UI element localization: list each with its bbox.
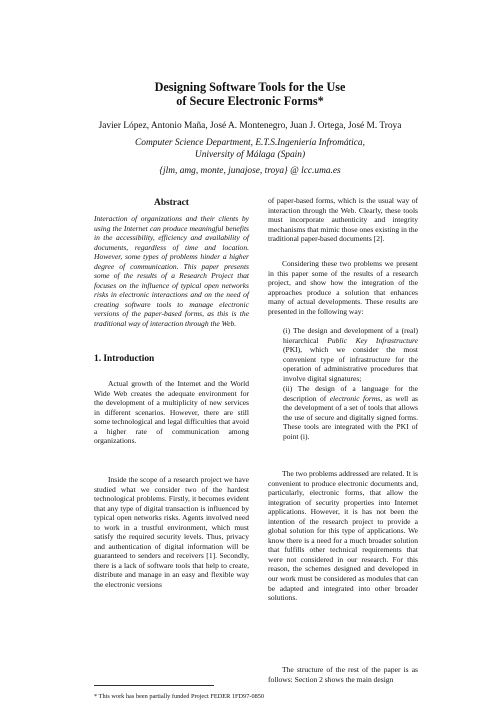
list-item: (ii) The design of a language for the description of electronic forms, as well as the development of a set of tools that allows the use of secure and digitally signed forms. These tools are integrated with the PKI of point (i). xyxy=(283,384,418,441)
intro-paragraph-1-text: Actual growth of the Internet and the World Wide Web creates the adequate environment for the development of a multiplicity of new services in different scenarios. However, there are still some technological and legal difficulties that avoid a higher rate of communication among organizations. xyxy=(94,379,249,446)
right-paragraph-2 xyxy=(268,259,418,316)
right-paragraph-1 xyxy=(268,196,418,244)
title-line-1: Designing Software Tools for the Use xyxy=(154,80,346,94)
right-paragraph-3 xyxy=(268,469,418,603)
paper-title xyxy=(0,80,500,108)
abstract-text xyxy=(94,214,249,329)
list-item: (i) The design and development of a (real) hierarchical Public Key Infrastructure (PKI), which we consider the most convenient type of infrastructure for the operation of administrative procedures that involve digital signatures; xyxy=(283,326,418,383)
emphasis-pki: Public Key Infrastructure xyxy=(327,335,418,345)
intro-paragraph-2 xyxy=(94,475,249,590)
author-list: Javier López, Antonio Maña, José A. Montenegro, Juan J. Ortega, José M. Troya xyxy=(98,121,402,131)
emphasis-electronic-forms: electronic forms xyxy=(329,393,381,403)
right-paragraph-4-text: The structure of the rest of the paper is as follows: Section 2 shows the main design xyxy=(268,665,418,684)
right-paragraph-2-text: Considering these two problems we present in this paper some of the results of a research project, and show how the integration of the approaches produce a solution that enhances many of actual developments. These results are presented in the following way: xyxy=(268,259,418,316)
abstract-heading: Abstract xyxy=(154,198,189,208)
affiliation xyxy=(0,137,500,161)
right-paragraph-3-text: The two problems addressed are related. It is convenient to produce electronic documents and, particularly, electronic forms, that allow the integration of security properties into Internet applications. However, it is has not been the intention of the research project to provide a global solution for this type of applications. We know there is a need for a much broader solution that fulfills other technical requirements that were not considered in our research. For this reason, the schemes designed and developed in our work must be considered as modules that can be adapted and integrated into other broader solutions. xyxy=(268,469,418,603)
footnote-divider xyxy=(94,685,214,686)
intro-paragraph-1 xyxy=(94,379,249,446)
affiliation-line-2: University of Málaga (Spain) xyxy=(194,150,306,160)
intro-paragraph-2-text: Inside the scope of a research project we have studied what we consider two of the hardest technological problems. Firstly, it becomes evident that any type of digital transaction is influenced by typical open networks risks. Agents involved need to work in a trustful environment, which must satisfy the required security levels. Thus, privacy and authentication of digital information will be guaranteed to senders and receivers [1]. Secondly, there is a lack of software tools that help to create, distribute and manage in an easy and flexible way the electronic versions xyxy=(94,475,249,590)
abstract-paragraph: Interaction of organizations and their clients by using the Internet can produce meaningful benefits in the accessibility, efficiency and availability of documents, regardless of time and location. However, some types of problems hinder a higher degree of communication. This paper presents some of the results of a Research Project that focuses on the influence of typical open networks risks in electronic interactions and on the need of creating software tools to manage electronic versions of the paper-based forms, as this is the traditional way of interaction through the Web. xyxy=(94,214,249,329)
title-line-2: of Secure Electronic Forms* xyxy=(176,94,324,108)
section-heading-introduction: 1. Introduction xyxy=(94,354,155,364)
right-paragraph-4 xyxy=(268,665,418,684)
affiliation-line-1: Computer Science Department, E.T.S.Ingeniería Infromática, xyxy=(135,138,365,148)
author-emails: {jlm, amg, monte, junajose, troya} @ lcc.uma.es xyxy=(159,166,341,176)
footnote: * This work has been partially funded Project FEDER 1FD97-0850 xyxy=(94,693,265,700)
right-paragraph-1-text: of paper-based forms, which is the usual way of interaction through the Web. Clearly, these tools must incorporate authenticity and integrity mechanisms that mimic those ones existing in the traditional paper-based documents [2]. xyxy=(268,196,418,244)
